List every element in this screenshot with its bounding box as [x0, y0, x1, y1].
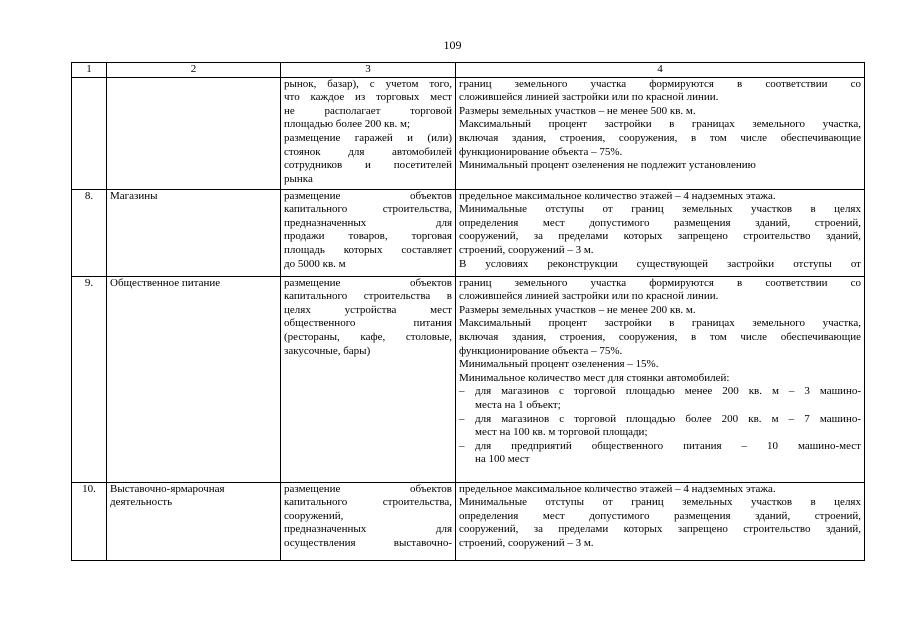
- parameter-line: включая здания, строения, сооружения, в том числе обеспечивающие: [459, 330, 861, 343]
- row-number: 10.: [72, 482, 107, 560]
- parking-list-item: [459, 413, 861, 440]
- parameter-line: Максимальный процент застройки в границах земельного участка,: [459, 118, 861, 131]
- description-line: что каждое из торговых мест: [284, 91, 452, 104]
- table-row: [72, 189, 865, 276]
- parameter-line: строений, сооружений – 3 м.: [459, 536, 594, 549]
- use-description: [281, 482, 456, 560]
- column-header: 4: [456, 63, 865, 78]
- description-line: размещение объектов: [284, 482, 452, 495]
- use-type-name: Общественное питание: [107, 276, 281, 482]
- parameter-line: строений, сооружений – 3 м.: [459, 243, 594, 256]
- parameters: [456, 189, 865, 276]
- list-item-line: места на 1 объект;: [475, 398, 561, 411]
- parameter-line: функционирование объекта – 75%.: [459, 344, 623, 357]
- parameter-line: Размеры земельных участков – не менее 500 кв. м.: [459, 104, 696, 117]
- parameter-line: сложившейся линией застройки или по красной линии.: [459, 91, 719, 104]
- list-item-line: для магазинов с торговой площадью более 200 кв. м – 7 машино-: [475, 412, 861, 425]
- parking-list-item: [459, 440, 861, 467]
- description-line: осуществления выставочно-: [284, 536, 452, 549]
- parameter-line: границ земельного участка формируются в соответствии со: [459, 276, 861, 289]
- row-number: [72, 77, 107, 189]
- parameters: [456, 276, 865, 482]
- parameter-line: Минимальные отступы от границ земельных участков в целях: [459, 496, 861, 509]
- description-line: не располагает торговой: [284, 104, 452, 117]
- description-line: продажи товаров, торговая: [284, 230, 452, 243]
- table-row: [72, 276, 865, 482]
- parameter-line: предельное максимальное количество этажей – 4 надземных этажа.: [459, 482, 776, 495]
- page-number: 109: [443, 38, 462, 52]
- column-header: 3: [281, 63, 456, 78]
- description-line: капитального строительства в: [284, 290, 452, 303]
- list-item-line: для магазинов с торговой площадью менее 200 кв. м – 3 машино-: [475, 385, 861, 398]
- description-line: площадью более 200 кв. м;: [284, 118, 411, 131]
- description-line: (рестораны, кафе, столовые,: [284, 330, 452, 343]
- description-line: сооружений,: [284, 509, 344, 522]
- table-row: [72, 482, 865, 560]
- use-type-name: [107, 77, 281, 189]
- description-line: размещение гаражей и (или): [284, 131, 452, 144]
- parameters: [456, 77, 865, 189]
- parking-list-item: [459, 385, 861, 412]
- description-line: рынок, базар), с учетом того,: [284, 77, 452, 90]
- description-line: стоянок для автомобилей: [284, 145, 452, 158]
- description-line: предназначенных для: [284, 216, 452, 229]
- column-header: 2: [107, 63, 281, 78]
- description-line: площадь которых составляет: [284, 243, 452, 256]
- list-dash-marker: –: [459, 385, 465, 398]
- description-line: целях устройства мест: [284, 303, 452, 316]
- parameter-line: сооружений, за пределами которых запрещено строительство зданий,: [459, 230, 861, 243]
- use-description: [281, 276, 456, 482]
- list-dash-marker: –: [459, 412, 465, 425]
- description-line: размещение объектов: [284, 276, 452, 289]
- zoning-table: [71, 62, 865, 561]
- description-line: предназначенных для: [284, 523, 452, 536]
- parameter-line: Максимальный процент застройки в границах земельного участка,: [459, 317, 861, 330]
- parameter-line: В условиях реконструкции существующей застройки отступы от: [459, 257, 861, 270]
- description-line: сотрудников и посетителей: [284, 159, 452, 172]
- description-line: капитального строительства,: [284, 203, 452, 216]
- parameter-line: Минимальный процент озеленения не подлежит установлению: [459, 159, 756, 172]
- description-line: закусочные, бары): [284, 344, 371, 357]
- use-type-name: Магазины: [107, 189, 281, 276]
- list-item-line: для предприятий общественного питания – 10 машино-мест: [475, 439, 861, 452]
- description-line: рынка: [284, 172, 313, 185]
- parameter-line: определения мест допустимого размещения зданий, строений,: [459, 509, 861, 522]
- parameter-line: включая здания, строения, сооружения, в том числе обеспечивающие: [459, 131, 861, 144]
- parameter-line: Минимальное количество мест для стоянки автомобилей:: [459, 371, 730, 384]
- parameter-line: Размеры земельных участков – не менее 200 кв. м.: [459, 303, 696, 316]
- use-type-name: Выставочно-ярмарочная деятельность: [107, 482, 281, 560]
- description-line: капитального строительства,: [284, 496, 452, 509]
- parameter-line: границ земельного участка формируются в соответствии со: [459, 77, 861, 90]
- parameter-line: предельное максимальное количество этажей – 4 надземных этажа.: [459, 189, 776, 202]
- description-line: размещение объектов: [284, 189, 452, 202]
- description-line: общественного питания: [284, 317, 452, 330]
- description-line: до 5000 кв. м: [284, 257, 346, 270]
- parameter-line: сооружений, за пределами которых запрещено строительство зданий,: [459, 523, 861, 536]
- parameter-line: Минимальные отступы от границ земельных участков в целях: [459, 203, 861, 216]
- use-description: [281, 189, 456, 276]
- column-numbers-row: [72, 63, 865, 78]
- parameter-line: сложившейся линией застройки или по красной линии.: [459, 290, 719, 303]
- parameter-line: Минимальный процент озеленения – 15%.: [459, 358, 659, 371]
- row-number: 9.: [72, 276, 107, 482]
- use-description: [281, 77, 456, 189]
- table-row: [72, 77, 865, 189]
- list-dash-marker: –: [459, 439, 465, 452]
- row-number: 8.: [72, 189, 107, 276]
- parameter-line: функционирование объекта – 75%.: [459, 145, 623, 158]
- list-item-line: мест на 100 кв. м торговой площади;: [475, 426, 648, 439]
- parameter-line: определения мест допустимого размещения зданий, строений,: [459, 216, 861, 229]
- list-item-line: на 100 мест: [475, 453, 530, 466]
- column-header: 1: [72, 63, 107, 78]
- parameters: [456, 482, 865, 560]
